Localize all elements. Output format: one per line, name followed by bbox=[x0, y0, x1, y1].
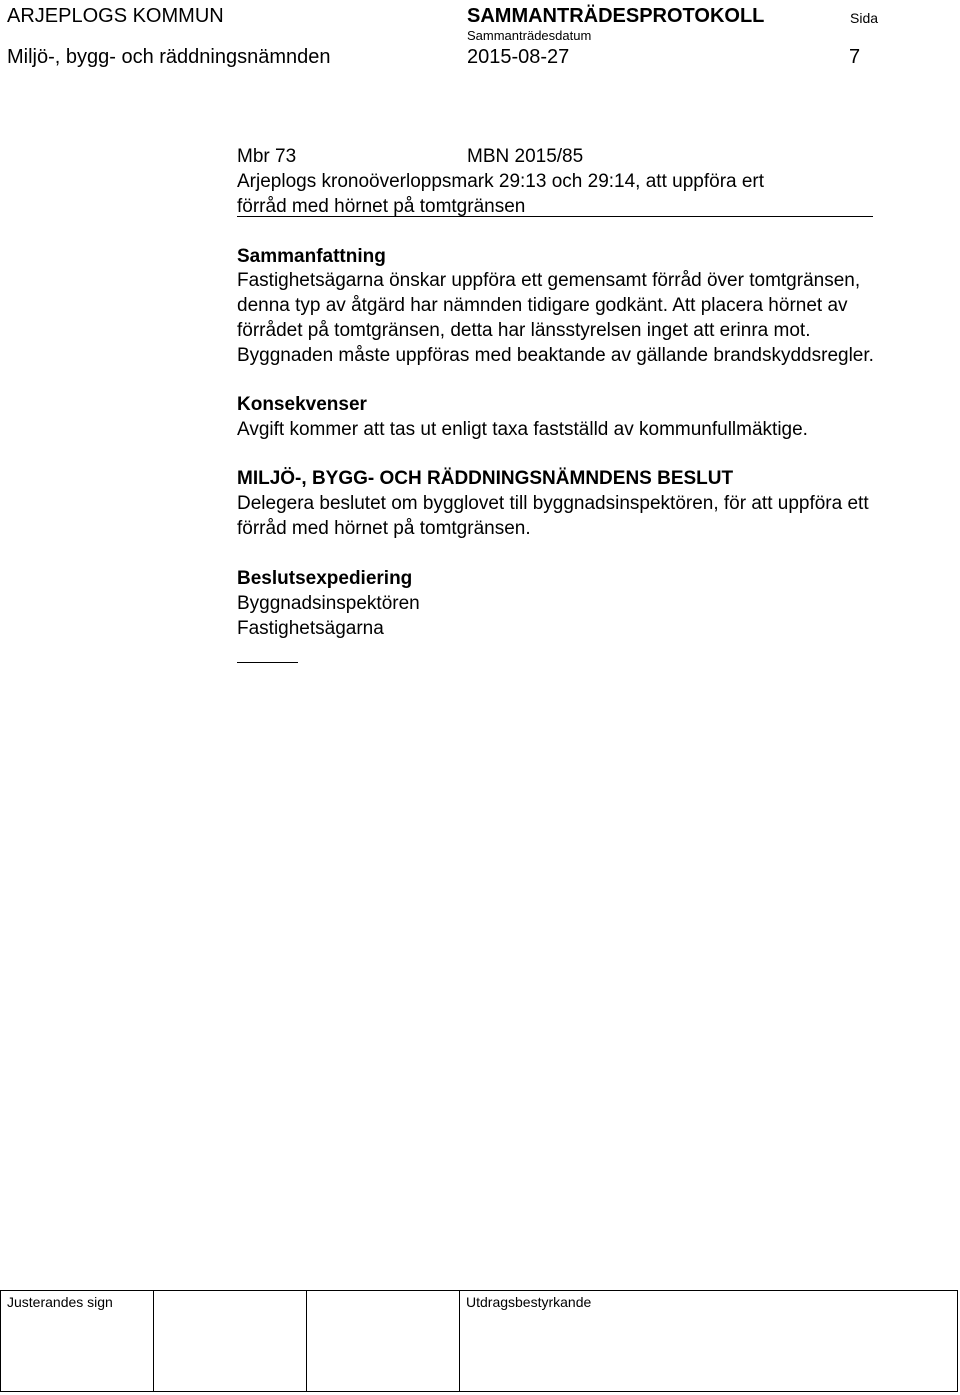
summary-line: Byggnaden måste uppföras med beaktande av gällande brandskyddsregler. bbox=[237, 345, 874, 366]
decision-line: Delegera beslutet om bygglovet till byggnadsinspektören, för att uppföra ett bbox=[237, 493, 869, 514]
summary-line: Fastighetsägarna önskar uppföra ett gemensamt förråd över tomtgränsen, bbox=[237, 270, 861, 291]
item-title-line-2: förråd med hörnet på tomtgränsen bbox=[237, 196, 526, 217]
summary-line: förrådet på tomtgränsen, detta har länsstyrelsen inget att erinra mot. bbox=[237, 320, 811, 341]
sign-cell bbox=[154, 1291, 307, 1392]
sign-cell bbox=[307, 1291, 460, 1392]
consequences-heading: Konsekvenser bbox=[237, 394, 367, 415]
end-rule bbox=[237, 662, 298, 663]
meeting-date: 2015-08-27 bbox=[467, 46, 570, 68]
committee-name: Miljö-, bygg- och räddningsnämnden bbox=[7, 46, 331, 68]
sign-cell bbox=[1, 1291, 154, 1392]
item-title-line-1: Arjeplogs kronoöverloppsmark 29:13 och 29:14, att uppföra ert bbox=[237, 171, 765, 192]
organization-name: ARJEPLOGS KOMMUN bbox=[7, 5, 224, 27]
date-label: Sammanträdesdatum bbox=[467, 28, 592, 43]
dispatch-recipient: Fastighetsägarna bbox=[237, 618, 384, 639]
page-number: 7 bbox=[849, 46, 861, 68]
title-underline bbox=[237, 216, 873, 217]
sign-label: Justerandes sign bbox=[7, 1294, 113, 1310]
certificate-label: Utdragsbestyrkande bbox=[466, 1294, 592, 1310]
page-label: Sida bbox=[850, 10, 879, 26]
dispatch-recipient: Byggnadsinspektören bbox=[237, 593, 420, 614]
decision-line: förråd med hörnet på tomtgränsen. bbox=[237, 518, 531, 539]
summary-line: denna typ av åtgärd har nämnden tidigare godkänt. Att placera hörnet av bbox=[237, 295, 848, 316]
dispatch-heading: Beslutsexpediering bbox=[237, 568, 413, 589]
document-type: SAMMANTRÄDESPROTOKOLL bbox=[467, 5, 765, 27]
case-number: MBN 2015/85 bbox=[467, 146, 584, 167]
summary-heading: Sammanfattning bbox=[237, 246, 386, 267]
certificate-cell bbox=[460, 1291, 958, 1392]
signature-table bbox=[0, 1290, 958, 1392]
paragraph-number: Mbr 73 bbox=[237, 146, 297, 167]
consequences-text: Avgift kommer att tas ut enligt taxa fastställd av kommunfullmäktige. bbox=[237, 419, 808, 440]
decision-heading: MILJÖ-, BYGG- OCH RÄDDNINGSNÄMNDENS BESLUT bbox=[237, 468, 734, 489]
